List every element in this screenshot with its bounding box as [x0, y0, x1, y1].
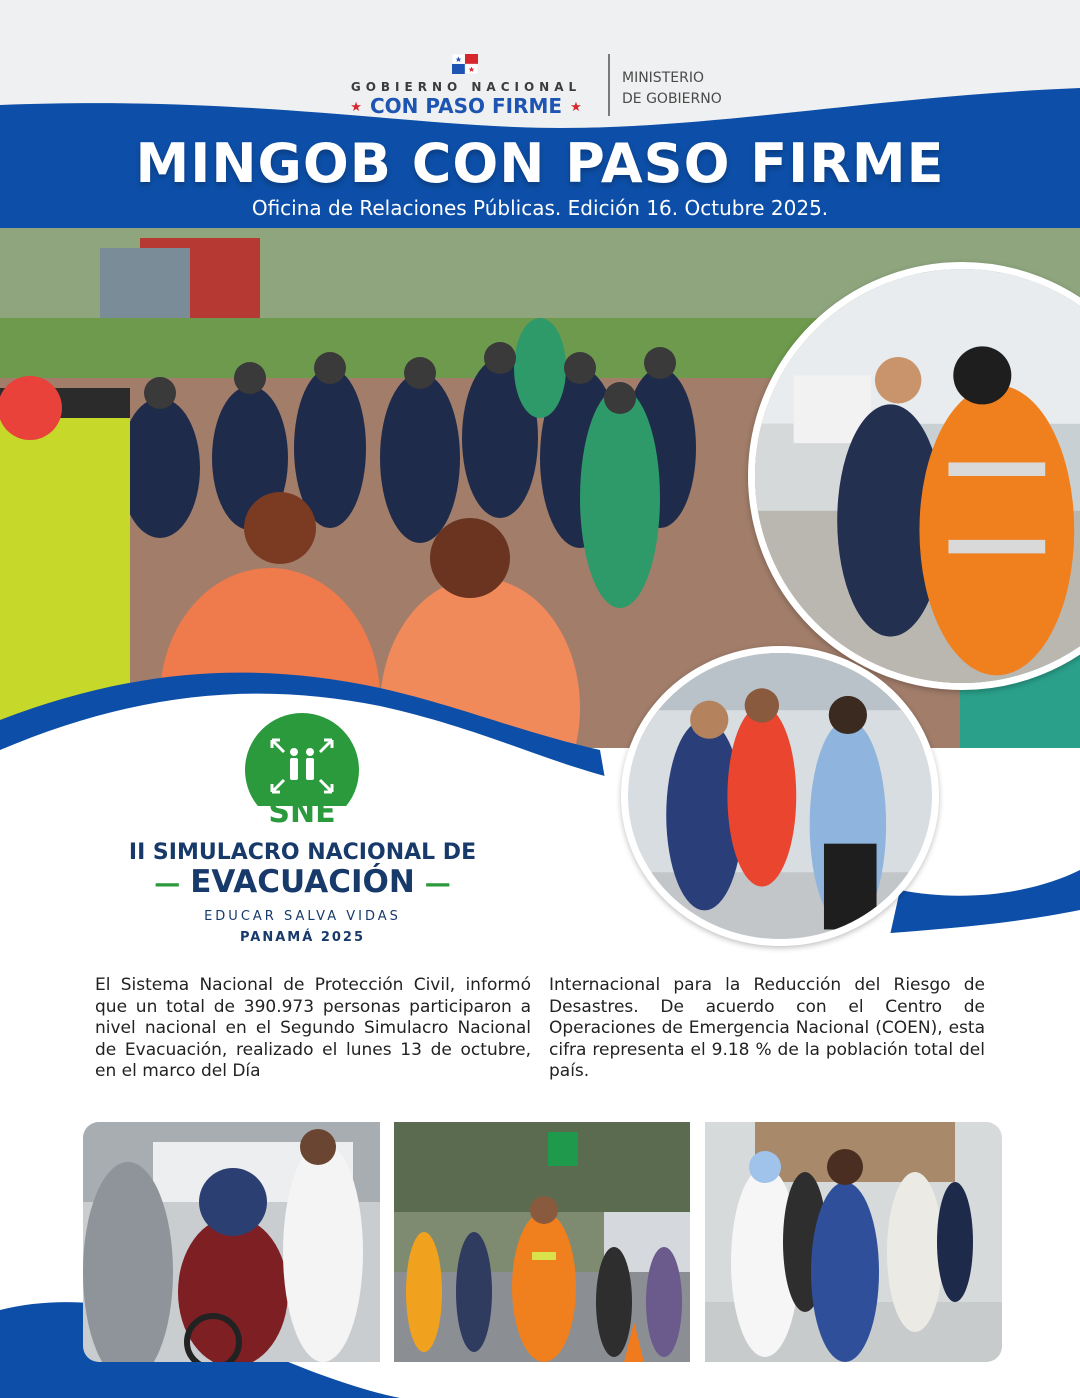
article-column-right: Internacional para la Reducción del Riesgo de Desastres. De acuerdo con el Centro de Operaciones de Emergencia Nacional (COEN), esta cifra representa el 9.18 % de la población total del país. — [549, 975, 985, 1081]
brand-slogan: CON PASO FIRME — [369, 94, 563, 118]
ministry-line-1: MINISTERIO — [622, 70, 704, 86]
sne-tagline: EDUCAR SALVA VIDAS — [204, 909, 401, 924]
logo-divider — [608, 54, 610, 116]
brand-line-2 — [330, 94, 602, 118]
bottom-photo-wheelchair — [83, 1122, 380, 1362]
government-logo — [330, 50, 770, 120]
ministry-name — [622, 68, 722, 110]
sne-emblem-text: SNE — [268, 795, 336, 830]
circle-photo-health-staff — [621, 646, 939, 946]
page-subtitle: Oficina de Relaciones Públicas. Edición 16. Octubre 2025. — [251, 196, 829, 220]
page-title: MINGOB CON PASO FIRME — [135, 132, 945, 195]
bottom-photo-assembly-sign — [394, 1122, 690, 1362]
ministry-line-2: DE GOBIERNO — [622, 91, 722, 107]
sne-title-word: EVACUACIÓN — [190, 864, 415, 900]
star-icon: ★ — [350, 100, 362, 115]
sne-title-line-2: — EVACUACIÓN — — [154, 864, 451, 900]
sne-emblem — [232, 712, 372, 834]
panama-flag-icon — [452, 54, 478, 74]
bottom-photo-medical-staff — [705, 1122, 1002, 1362]
brand-line-1: GOBIERNO NACIONAL — [350, 80, 582, 94]
sne-title-line-1: II SIMULACRO NACIONAL DE — [128, 840, 477, 865]
star-icon: ★ — [570, 100, 582, 115]
sne-country-year: PANAMÁ 2025 — [239, 930, 366, 945]
article-column-left: El Sistema Nacional de Protección Civil, informó que un total de 390.973 personas participaron a nivel nacional en el Segundo Simulacro Nacional de Evacuación, realizado el lunes 13 de octubre, en el marco del Día — [95, 975, 531, 1081]
